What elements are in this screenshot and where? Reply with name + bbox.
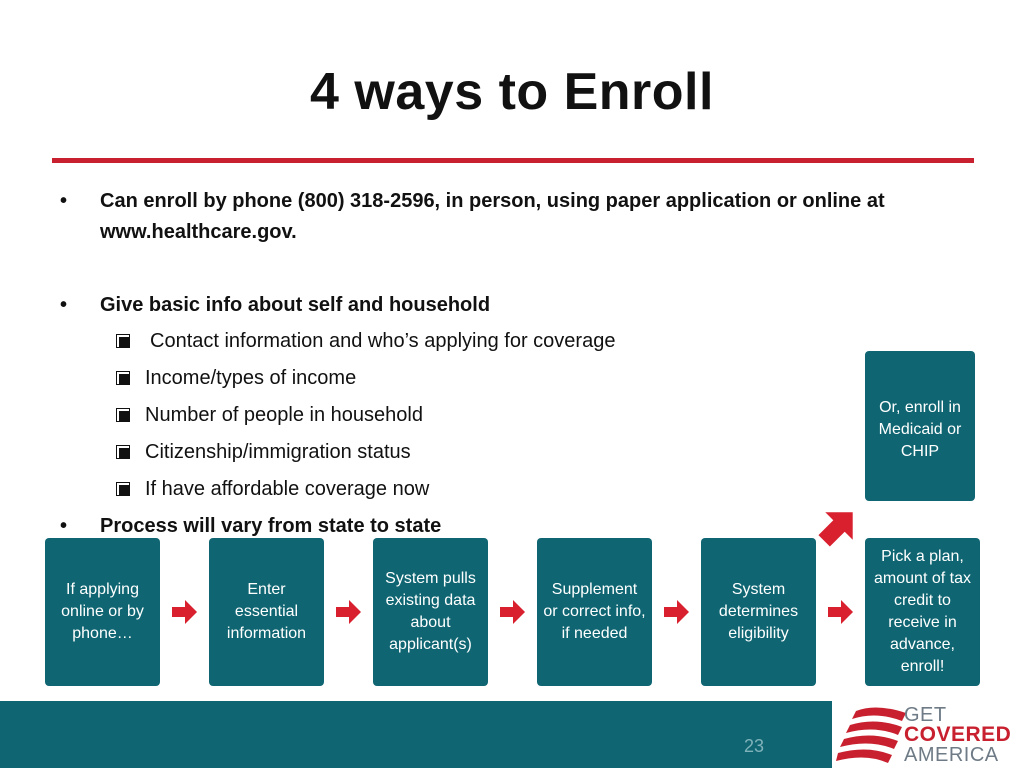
sub-bullet-text: Number of people in household xyxy=(145,404,423,426)
checkbox-bullet-icon xyxy=(116,334,130,348)
bullet-marker: • xyxy=(60,515,68,537)
logo-wordmark xyxy=(904,705,1011,765)
flow-alternate-box: Or, enroll in Medicaid or CHIP xyxy=(865,351,975,501)
flow-step-1: If applying online or by phone… xyxy=(45,538,160,686)
right-arrow-icon xyxy=(172,599,198,625)
flow-step-6: Pick a plan, amount of tax credit to receive in advance, enroll! xyxy=(865,538,980,686)
flow-step-4: Supplement or correct info, if needed xyxy=(537,538,652,686)
title-divider xyxy=(52,158,974,163)
checkbox-bullet-icon xyxy=(116,408,130,422)
sub-bullet-text: Citizenship/immigration status xyxy=(145,441,411,463)
bullet-marker: • xyxy=(60,294,68,316)
logo-text-get: GET xyxy=(904,704,947,726)
bullet-text: Give basic info about self and household xyxy=(100,294,491,316)
right-arrow-icon xyxy=(500,599,526,625)
diagonal-arrow-icon xyxy=(818,505,860,547)
logo-text-covered: COVERED xyxy=(904,723,1012,746)
bullet-text: Process will vary from state to state xyxy=(100,515,442,537)
bullet-enroll-methods xyxy=(60,186,920,248)
slide-title: 4 ways to Enroll xyxy=(310,63,714,121)
page-number: 23 xyxy=(744,736,765,756)
right-arrow-icon xyxy=(336,599,362,625)
get-covered-america-logo xyxy=(832,701,1024,768)
checkbox-bullet-icon xyxy=(116,445,130,459)
bullet-text: Can enroll by phone (800) 318-2596, in person, using paper application or online at www.healthcare.gov. xyxy=(100,190,885,243)
bullet-state-variation xyxy=(60,512,441,540)
right-arrow-icon xyxy=(828,599,854,625)
checkbox-bullet-icon xyxy=(116,371,130,385)
checkbox-bullet-icon xyxy=(116,482,130,496)
logo-text-america: AMERICA xyxy=(904,744,999,766)
footer-bar xyxy=(0,701,832,768)
bullet-marker: • xyxy=(60,190,68,212)
sub-bullet-text: Income/types of income xyxy=(145,367,357,389)
flow-step-2: Enter essential information xyxy=(209,538,324,686)
flag-stripes-icon xyxy=(836,705,908,765)
flow-step-5: System determines eligibility xyxy=(701,538,816,686)
right-arrow-icon xyxy=(664,599,690,625)
sub-bullet-text: If have affordable coverage now xyxy=(145,478,430,500)
bullet-basic-info xyxy=(60,290,490,321)
sub-bullet-text: Contact information and who’s applying for coverage xyxy=(150,330,616,352)
flow-step-3: System pulls existing data about applicant(s) xyxy=(373,538,488,686)
